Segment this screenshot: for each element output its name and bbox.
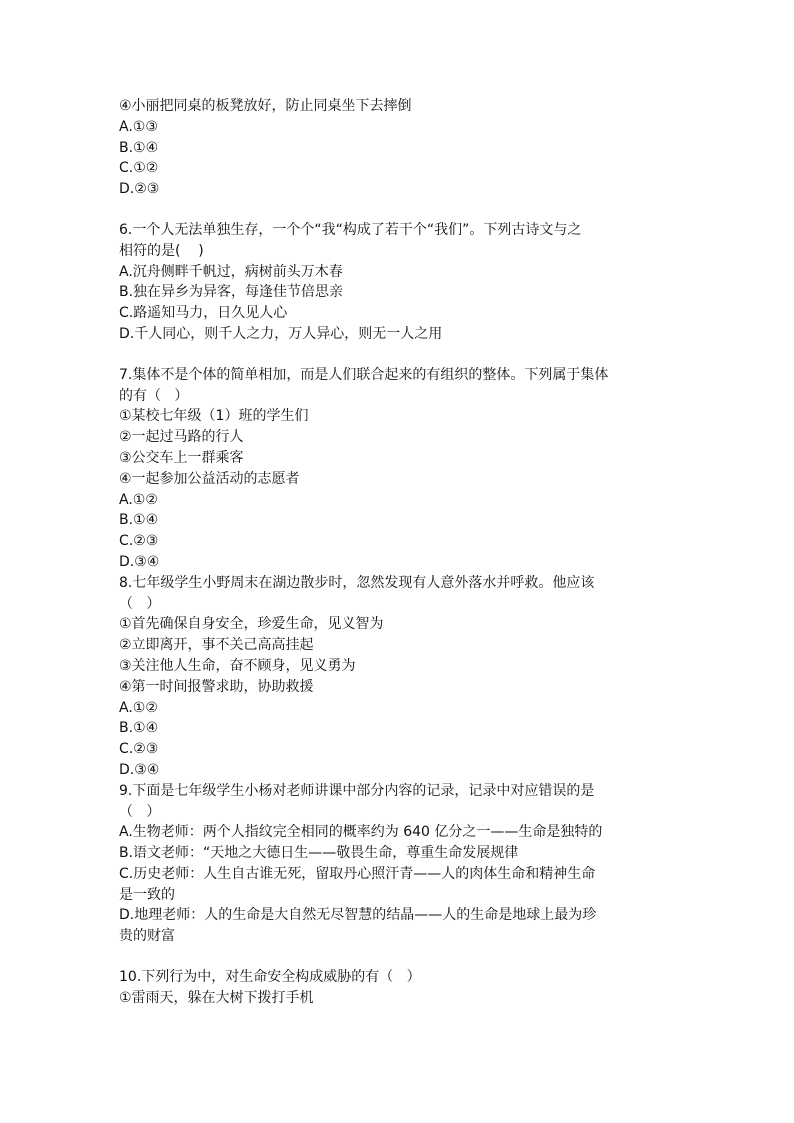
spacer	[119, 200, 679, 220]
option-c: C.路遥知马力，日久见人心	[119, 305, 288, 322]
option-a: A.沉舟侧畔千帆过，病树前头万木春	[119, 263, 343, 280]
option-c: C.①②	[119, 160, 159, 177]
question-item: ①首先确保自身安全，珍爱生命，见义智为	[119, 616, 384, 633]
question-item: ④小丽把同桌的板凳放好，防止同桌坐下去摔倒	[119, 98, 412, 114]
question-item: ③关注他人生命，奋不顾身，见义勇为	[119, 657, 356, 674]
option-a: A.生物老师：两个人指纹完全相同的概率约为 640 亿分之一——生命是独特的	[119, 824, 603, 841]
question-stem: 10.下列行为中，对生命安全构成威胁的有（ ）	[119, 969, 421, 986]
question-stem: 7.集体不是个体的简单相加，而是人们联合起来的有组织的整体。下列属于集体	[119, 366, 609, 383]
question-stem-cont: （ ）	[119, 803, 161, 820]
question-item: ④一起参加公益活动的志愿者	[119, 470, 300, 487]
question-stem: 8.七年级学生小野周末在湖边散步时，忽然发现有人意外落水并呼救。他应该	[119, 574, 595, 591]
document-page	[119, 96, 679, 1009]
option-b: B.独在异乡为异客，每逢佳节倍思亲	[119, 284, 344, 301]
question-stem-cont: 相符的是( )	[119, 242, 204, 259]
option-a: A.①②	[119, 699, 158, 716]
option-d: D.③④	[119, 553, 160, 570]
option-d: D.千人同心，则千人之力，万人异心，则无一人之用	[119, 325, 443, 342]
question-10	[119, 967, 679, 1009]
question-item: ④第一时间报警求助，协助救援	[119, 678, 314, 695]
option-b: B.①④	[119, 720, 159, 737]
option-a: A.①②	[119, 491, 158, 508]
question-7	[119, 365, 679, 573]
option-d-cont: 贵的财富	[119, 928, 175, 945]
option-c-cont: 是一致的	[119, 886, 175, 903]
spacer	[119, 947, 679, 967]
question-6	[119, 220, 679, 345]
question-8	[119, 573, 679, 781]
option-d: D.地理老师：人的生命是大自然无尽智慧的结晶——人的生命是地球上最为珍	[119, 907, 597, 924]
option-a: A.①③	[119, 118, 158, 135]
option-b: B.①④	[119, 512, 159, 529]
question-stem-cont: （ ）	[119, 595, 161, 612]
question-9	[119, 781, 679, 947]
question-item: ①雷雨天，躲在大树下拨打手机	[119, 989, 314, 1006]
question-stem: 9.下面是七年级学生小杨对老师讲课中部分内容的记录，记录中对应错误的是	[119, 782, 595, 799]
question-item: ③公交车上一群乘客	[119, 449, 244, 466]
option-c: C.②③	[119, 741, 159, 758]
option-c: C.②③	[119, 533, 159, 550]
option-d: D.③④	[119, 761, 160, 778]
question-item: ②立即离开，事不关己高高挂起	[119, 637, 314, 654]
question-item: ②一起过马路的行人	[119, 429, 244, 446]
previous-question-tail	[119, 96, 679, 200]
option-c: C.历史老师：人生自古谁无死，留取丹心照汗青——人的肉体生命和精神生命	[119, 865, 596, 882]
question-stem: 6.一个人无法单独生存，一个个“我“构成了若干个“我们”。下列古诗文与之	[119, 221, 582, 238]
option-b: B.①④	[119, 139, 159, 156]
option-d: D.②③	[119, 181, 160, 198]
spacer	[119, 345, 679, 365]
question-stem-cont: 的有（ ）	[119, 387, 189, 404]
question-item: ①某校七年级（1）班的学生们	[119, 408, 309, 425]
option-b: B.语文老师：“天地之大德日生——敬畏生命，尊重生命发展规律	[119, 845, 519, 862]
